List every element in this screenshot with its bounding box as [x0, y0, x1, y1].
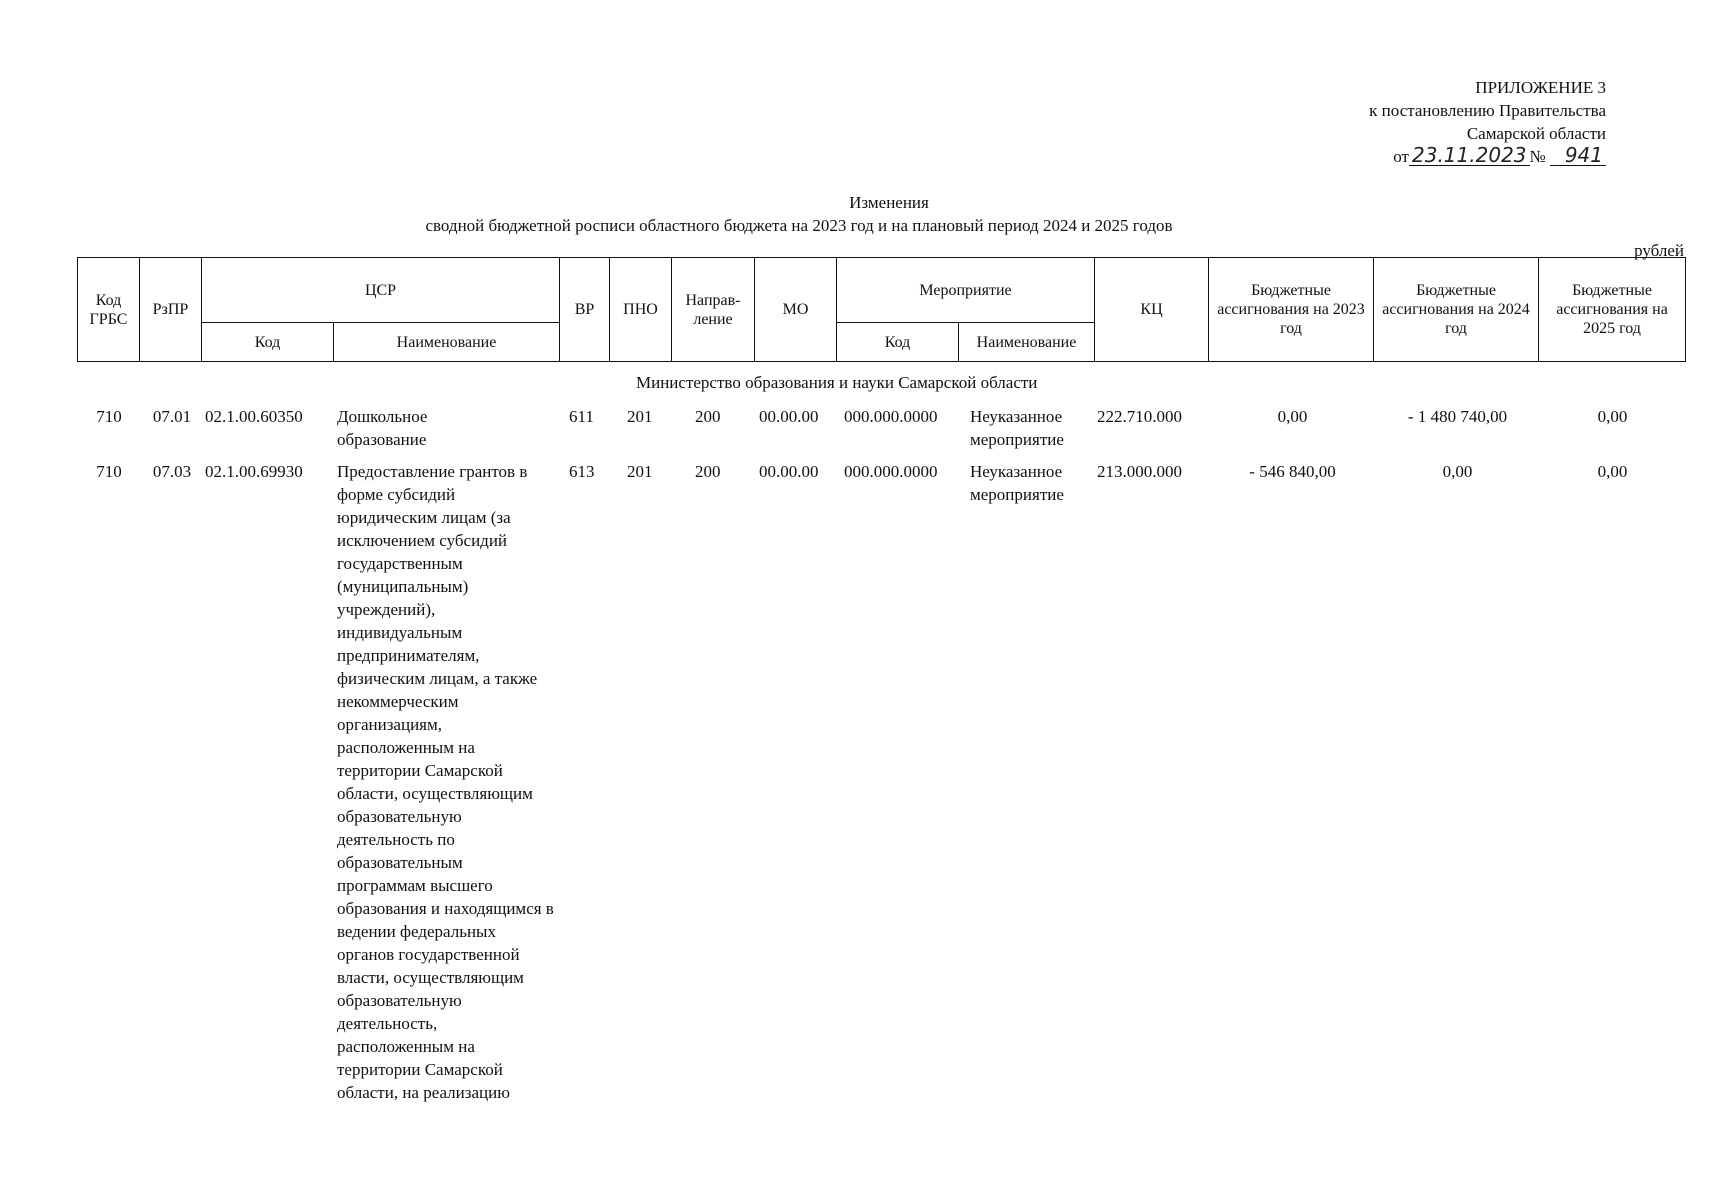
- ministry-name: Министерство образования и науки Самарской области: [636, 373, 1038, 392]
- cell-direction: 200: [695, 462, 721, 481]
- title-line-2: сводной бюджетной росписи областного бюджета на 2023 год и на плановый период 2024 и 2025 годов: [425, 216, 1173, 235]
- currency-label: рублей: [1634, 241, 1684, 260]
- cell-mo: 00.00.00: [759, 462, 819, 481]
- number-handwritten: 941: [1550, 145, 1606, 166]
- budget-table-header: [77, 257, 1686, 362]
- cell-event-code: 000.000.0000: [844, 462, 938, 481]
- cell-kc: 213.000.000: [1097, 462, 1182, 481]
- cell-direction: 200: [695, 407, 721, 426]
- header-csr-name: Наименование: [334, 323, 560, 362]
- cell-vr: 613: [569, 462, 595, 481]
- header-kc: КЦ: [1095, 258, 1209, 362]
- cell-event-code: 000.000.0000: [844, 407, 938, 426]
- header-csr: ЦСР: [202, 258, 560, 323]
- cell-csr-name: Дошкольное образование: [337, 407, 428, 449]
- header-event-code: Код: [837, 323, 959, 362]
- table-row: [0, 405, 1718, 455]
- title-line-1: Изменения: [849, 193, 929, 212]
- header-alloc-2023: Бюджетные ассигнования на 2023 год: [1209, 258, 1374, 362]
- cell-csr-code: 02.1.00.60350: [205, 407, 303, 426]
- appendix-line-2: Самарской области: [1466, 124, 1606, 143]
- cell-grbs: 710: [96, 462, 122, 481]
- header-event-name: Наименование: [959, 323, 1095, 362]
- cell-csr-name: Предоставление грантов в форме субсидий юридическим лицам (за исключением субсидий государственным (муниципальным) учреждений), индивидуальным предпринимателям, физическим лицам, а также некоммерческим организациям, расположенным на территории Самарской области, осуществляющим образовательную деятельность по образовательным программам высшего образования и находящимся в ведении федеральных органов государственной власти, осуществляющим образовательную деятельность, расположенным на территории Самарской области, на реализацию: [337, 462, 554, 1102]
- appendix-title: ПРИЛОЖЕНИЕ 3: [1475, 78, 1606, 97]
- header-csr-code: Код: [202, 323, 334, 362]
- date-prefix: от: [1393, 147, 1409, 166]
- appendix-date-line: [1186, 145, 1606, 168]
- number-prefix: №: [1529, 147, 1546, 166]
- cell-vr: 611: [569, 407, 594, 426]
- appendix-block: [1186, 76, 1606, 168]
- cell-kc: 222.710.000: [1097, 407, 1182, 426]
- cell-rzpr: 07.01: [152, 407, 192, 426]
- cell-alloc-2025: 0,00: [1597, 462, 1628, 481]
- header-mo: МО: [755, 258, 837, 362]
- header-direction: Направ-ление: [672, 258, 755, 362]
- cell-event-name: Неуказанное мероприятие: [970, 462, 1064, 504]
- date-handwritten: 23.11.2023: [1409, 145, 1530, 166]
- table-row: [0, 460, 1718, 1160]
- cell-pno: 201: [627, 407, 653, 426]
- header-event: Мероприятие: [837, 258, 1095, 323]
- header-grbs: Код ГРБС: [78, 258, 140, 362]
- cell-rzpr: 07.03: [152, 462, 192, 481]
- appendix-line-1: к постановлению Правительства: [1369, 101, 1606, 120]
- cell-grbs: 710: [96, 407, 122, 426]
- cell-alloc-2024: 0,00: [1442, 462, 1473, 481]
- header-vr: ВР: [560, 258, 610, 362]
- document-title: [0, 191, 1718, 237]
- cell-alloc-2025: 0,00: [1597, 407, 1628, 426]
- header-alloc-2025: Бюджетные ассигнования на 2025 год: [1539, 258, 1686, 362]
- cell-csr-code: 02.1.00.69930: [205, 462, 303, 481]
- cell-mo: 00.00.00: [759, 407, 819, 426]
- cell-alloc-2023: - 546 840,00: [1249, 462, 1336, 481]
- header-pno: ПНО: [610, 258, 672, 362]
- cell-alloc-2023: 0,00: [1277, 407, 1308, 426]
- cell-alloc-2024: - 1 480 740,00: [1407, 407, 1508, 426]
- cell-event-name: Неуказанное мероприятие: [970, 407, 1064, 449]
- header-rzpr: РзПР: [140, 258, 202, 362]
- header-alloc-2024: Бюджетные ассигнования на 2024 год: [1374, 258, 1539, 362]
- cell-pno: 201: [627, 462, 653, 481]
